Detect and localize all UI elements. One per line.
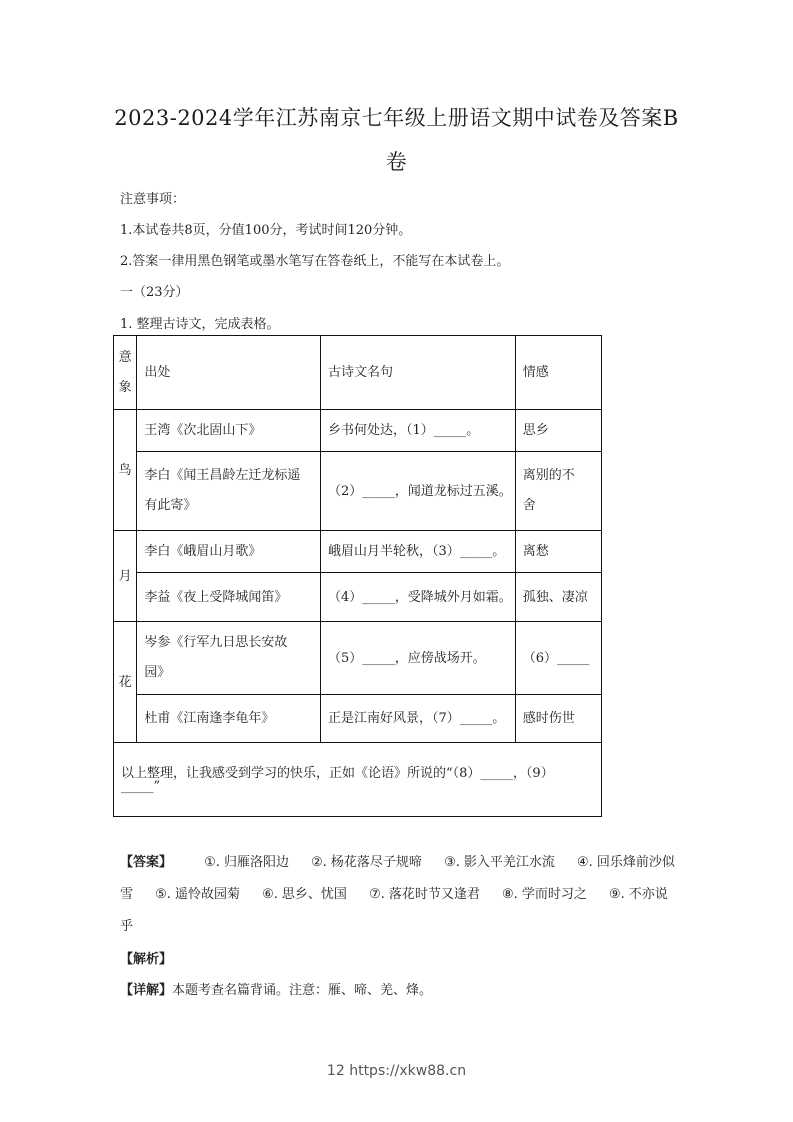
source-cell [137,452,321,531]
answer-item: ⑧. 学而时习之 [502,887,587,902]
emotion-line2: 舍 [522,498,536,513]
emotion-cell [515,452,601,531]
footer-line2: _____” [121,778,161,794]
analysis-detail [120,979,432,998]
header-emotion: 情感 [515,336,601,410]
footer-line1: 以上整理，让我感受到学习的快乐，正如《论语》所说的“（8）_____，（9） [121,765,554,781]
page-number: 12 [326,1063,345,1079]
answer-item: ⑥. 思乡、忧国 [262,887,347,902]
emotion-cell: 感时伤世 [515,695,601,743]
section-heading: 一（23分） [120,285,189,300]
source-line1: 李白《闻王昌龄左迁龙标遥 [144,468,301,483]
emotion-cell: 离愁 [515,531,601,573]
image-cell-flower: 花 [114,622,137,743]
header-image [114,336,137,410]
line-cell: （4）_____，受降城外月如霜。 [320,573,515,622]
table-footer-cell [114,743,602,817]
answer-item: ⑤. 遥怜故园菊 [155,887,240,902]
source-line2: 有此寄》 [144,498,197,513]
emotion-cell: 思乡 [515,410,601,452]
line-cell: 正是江南好风景，（7）_____。 [320,695,515,743]
analysis-label: 【解析】 [120,952,173,967]
detail-text: 本题考查名篇背诵。注意：雁、啼、羌、烽。 [172,983,433,998]
answer-item: ⑦. 落花时节又逢君 [369,887,480,902]
answer-item: ①. 归雁洛阳边 [204,855,289,870]
table-header-row [114,336,602,410]
line-cell: （5）_____，应傍战场开。 [320,622,515,695]
document-title-line1: 2023-2024学年江苏南京七年级上册语文期中试卷及答案B [114,106,679,130]
footer-url[interactable]: https://xkw88.cn [349,1063,467,1079]
image-cell-bird: 鸟 [114,410,137,531]
emotion-cell: 孤独、凄凉 [515,573,601,622]
note-1: 1.本试卷共8页，分值100分，考试时间120分钟。 [120,223,412,238]
source-cell [137,622,321,695]
answer-item: ⑨. 不亦说乎 [120,887,668,934]
table-row [114,573,602,622]
document-title-line2: 卷 [385,150,408,174]
header-image-line2: 象 [118,379,132,395]
header-image-line1: 意 [118,349,132,365]
source-line1: 岑参《行军九日思长安故 [144,635,288,650]
line-cell: 峨眉山月半轮秋，（3）_____。 [320,531,515,573]
line-cell: 乡书何处达，（1）_____。 [320,410,515,452]
answer-block [120,847,680,943]
source-cell: 李白《峨眉山月歌》 [137,531,321,573]
header-line: 古诗文名句 [320,336,515,410]
table-row [114,695,602,743]
source-line2: 园》 [144,665,171,680]
answer-item: ③. 影入平羌江水流 [444,855,555,870]
answer-item: ②. 杨花落尽子规啼 [311,855,422,870]
source-cell: 杜甫《江南逢李龟年》 [137,695,321,743]
answer-item: ④. 回乐烽前沙似雪 [120,855,675,902]
emotion-line1: 离别的不 [522,468,575,483]
poem-table [113,335,602,817]
source-cell: 王湾《次北固山下》 [137,410,321,452]
source-cell: 李益《夜上受降城闻笛》 [137,573,321,622]
detail-label: 【详解】 [120,983,173,998]
table-row [114,410,602,452]
table-row [114,531,602,573]
table-footer-row [114,743,602,817]
image-cell-moon: 月 [114,531,137,622]
table-row [114,452,602,531]
line-cell: （2）_____，闻道龙标过五溪。 [320,452,515,531]
header-source: 出处 [137,336,321,410]
question-prompt: 1. 整理古诗文，完成表格。 [120,317,280,332]
notes-heading: 注意事项： [120,192,186,207]
answer-label: 【答案】 [120,855,173,870]
note-2: 2.答案一律用黑色钢笔或墨水笔写在答卷纸上，不能写在本试卷上。 [120,254,510,269]
page-footer [0,1063,793,1079]
emotion-cell: （6）_____ [515,622,601,695]
table-row [114,622,602,695]
